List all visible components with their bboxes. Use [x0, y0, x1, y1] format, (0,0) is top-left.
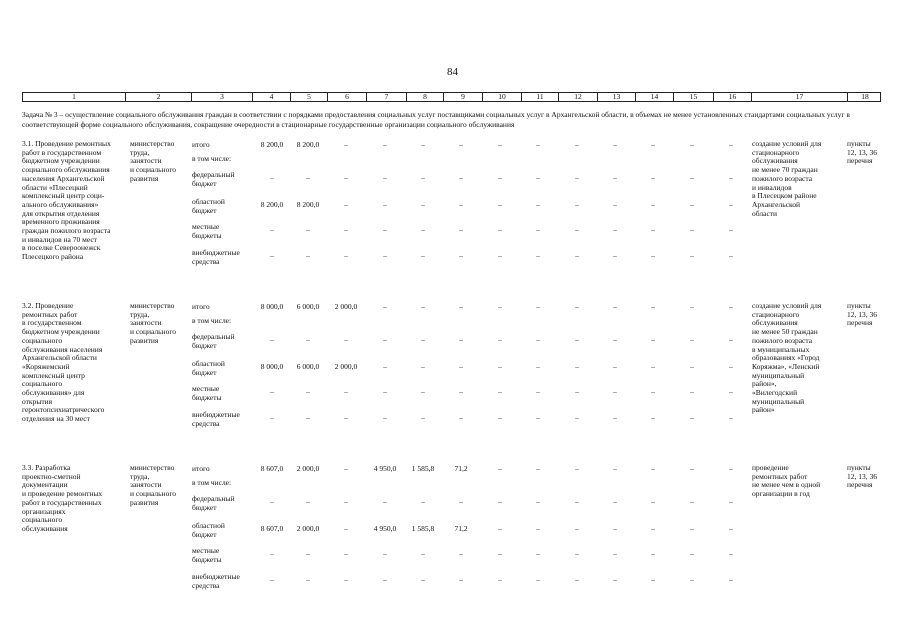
- funding-source-label: федеральный бюджет: [192, 494, 235, 512]
- funding-value: –: [344, 549, 348, 558]
- funding-value: –: [729, 362, 733, 371]
- funding-value: 2 000,0: [296, 464, 320, 473]
- funding-value: –: [536, 413, 540, 422]
- funding-value: –: [690, 497, 694, 506]
- funding-value: –: [421, 549, 425, 558]
- funding-value: 8 200,0: [260, 140, 284, 149]
- funding-value: –: [459, 362, 463, 371]
- funding-value: –: [613, 302, 617, 311]
- funding-value: –: [536, 575, 540, 584]
- funding-value: –: [383, 335, 387, 344]
- funding-value: –: [729, 173, 733, 182]
- funding-value: 6 000,0: [296, 362, 320, 371]
- header-col-16: 16: [713, 93, 751, 101]
- funding-value: –: [383, 549, 387, 558]
- funding-value: –: [536, 225, 540, 234]
- funding-value: –: [459, 549, 463, 558]
- funding-value: –: [498, 200, 502, 209]
- funding-value: –: [498, 251, 502, 260]
- funding-value: –: [729, 335, 733, 344]
- funding-value: –: [270, 335, 274, 344]
- funding-value: –: [383, 575, 387, 584]
- funding-value: –: [575, 302, 579, 311]
- funding-value: –: [690, 362, 694, 371]
- expected-result: проведение ремонтных работ не менее чем в одной организации в год: [752, 463, 821, 499]
- funding-value: –: [270, 387, 274, 396]
- header-col-5: 5: [290, 93, 327, 101]
- funding-value: –: [459, 387, 463, 396]
- funding-value: –: [270, 251, 274, 260]
- funding-source-label: областной бюджет: [192, 359, 225, 377]
- header-col-14: 14: [635, 93, 673, 101]
- funding-value: –: [536, 302, 540, 311]
- funding-value: –: [421, 200, 425, 209]
- funding-value: –: [383, 362, 387, 371]
- funding-value: –: [536, 200, 540, 209]
- funding-value: –: [729, 464, 733, 473]
- funding-value: –: [383, 173, 387, 182]
- funding-value: –: [651, 549, 655, 558]
- funding-value: –: [575, 200, 579, 209]
- funding-value: –: [421, 413, 425, 422]
- funding-value: –: [651, 251, 655, 260]
- funding-value: –: [344, 140, 348, 149]
- funding-value: –: [459, 335, 463, 344]
- funding-value: –: [344, 464, 348, 473]
- funding-value: –: [690, 335, 694, 344]
- funding-value: 1 585,8: [411, 464, 435, 473]
- funding-value: –: [306, 549, 310, 558]
- funding-value: –: [729, 251, 733, 260]
- funding-value: –: [344, 497, 348, 506]
- funding-value: –: [651, 140, 655, 149]
- funding-source-label: внебюджетные средства: [192, 572, 240, 590]
- funding-value: –: [613, 387, 617, 396]
- header-col-3: 3: [191, 93, 252, 101]
- funding-value: –: [306, 387, 310, 396]
- funding-value: –: [383, 140, 387, 149]
- funding-value: –: [651, 302, 655, 311]
- expected-result: создание условий для стационарного обслуживания не менее 50 граждан пожилого возраста в муниципальных образованиях «Город Коряжма», «Ленский муниципальный район», «Вилегодский муниципальный район»: [752, 301, 822, 415]
- funding-value: –: [575, 362, 579, 371]
- funding-value: –: [613, 225, 617, 234]
- funding-value: –: [459, 413, 463, 422]
- funding-value: –: [536, 335, 540, 344]
- funding-value: –: [575, 140, 579, 149]
- header-col-18: 18: [847, 93, 882, 101]
- funding-value: –: [421, 140, 425, 149]
- funding-source-label: итого: [192, 302, 210, 311]
- funding-value: –: [459, 497, 463, 506]
- header-col-7: 7: [366, 93, 406, 101]
- indicator-reference: пункты 12, 13, 36 перечня: [847, 301, 877, 328]
- funding-value: –: [383, 225, 387, 234]
- funding-source-label: внебюджетные средства: [192, 410, 240, 428]
- funding-value: –: [421, 575, 425, 584]
- funding-value: –: [498, 335, 502, 344]
- funding-value: –: [306, 575, 310, 584]
- funding-source-label: местные бюджеты: [192, 384, 222, 402]
- funding-value: –: [651, 497, 655, 506]
- header-col-6: 6: [327, 93, 366, 101]
- funding-value: –: [690, 173, 694, 182]
- funding-value: –: [575, 387, 579, 396]
- funding-value: –: [536, 464, 540, 473]
- funding-value: –: [498, 225, 502, 234]
- funding-value: –: [344, 575, 348, 584]
- funding-value: –: [498, 464, 502, 473]
- funding-source-label: в том числе:: [192, 154, 232, 163]
- expected-result: создание условий для стационарного обслуживания не менее 70 граждан пожилого возраста и инвалидов в Плесецком районе Архангельской области: [752, 139, 822, 218]
- funding-value: –: [729, 413, 733, 422]
- funding-value: –: [383, 413, 387, 422]
- header-col-12: 12: [558, 93, 597, 101]
- funding-value: –: [651, 387, 655, 396]
- funding-value: –: [613, 200, 617, 209]
- funding-value: 1 585,8: [411, 524, 435, 533]
- funding-source-label: областной бюджет: [192, 521, 225, 539]
- funding-value: –: [421, 497, 425, 506]
- header-col-1: 1: [72, 92, 76, 101]
- funding-value: –: [729, 302, 733, 311]
- funding-value: 4 950,0: [373, 464, 397, 473]
- funding-value: –: [383, 200, 387, 209]
- measure-name: 3.2. Проведение ремонтных работ в государственном бюджетном учреждении социального обслуживания населения Архангельской области «Коряжемский комплексный центр социального обслуживания» для открытия геронтопсихиатрического отделения на 30 мест: [22, 301, 105, 424]
- funding-value: 8 607,0: [260, 524, 284, 533]
- funding-value: –: [729, 200, 733, 209]
- funding-value: –: [344, 251, 348, 260]
- indicator-reference: пункты 12, 13, 36 перечня: [847, 139, 877, 166]
- funding-value: –: [690, 413, 694, 422]
- funding-value: –: [421, 302, 425, 311]
- funding-value: –: [651, 200, 655, 209]
- funding-value: –: [613, 549, 617, 558]
- funding-value: 2 000,0: [334, 302, 358, 311]
- page-number: 84: [447, 66, 458, 78]
- funding-value: –: [270, 225, 274, 234]
- funding-value: –: [270, 549, 274, 558]
- header-col-13: 13: [597, 93, 635, 101]
- funding-value: –: [613, 362, 617, 371]
- responsible-executor: министерство труда, занятости и социального развития: [130, 463, 176, 507]
- funding-value: –: [651, 362, 655, 371]
- funding-value: –: [459, 200, 463, 209]
- funding-value: 8 200,0: [296, 200, 320, 209]
- funding-value: –: [421, 335, 425, 344]
- funding-value: –: [651, 413, 655, 422]
- funding-value: –: [344, 524, 348, 533]
- funding-value: –: [729, 524, 733, 533]
- funding-value: –: [729, 387, 733, 396]
- funding-value: –: [536, 362, 540, 371]
- funding-value: –: [690, 575, 694, 584]
- funding-value: –: [575, 464, 579, 473]
- funding-value: –: [306, 335, 310, 344]
- funding-value: –: [498, 524, 502, 533]
- funding-value: –: [690, 524, 694, 533]
- funding-value: –: [306, 173, 310, 182]
- funding-value: –: [498, 497, 502, 506]
- funding-value: –: [575, 575, 579, 584]
- funding-value: 2 000,0: [334, 362, 358, 371]
- funding-value: –: [498, 302, 502, 311]
- funding-value: –: [498, 362, 502, 371]
- funding-value: –: [613, 575, 617, 584]
- funding-value: –: [690, 251, 694, 260]
- header-col-15: 15: [673, 93, 713, 101]
- funding-value: –: [270, 173, 274, 182]
- funding-value: –: [344, 225, 348, 234]
- funding-value: –: [613, 497, 617, 506]
- funding-value: 71,2: [454, 524, 468, 533]
- indicator-reference: пункты 12, 13, 36 перечня: [847, 463, 877, 490]
- funding-value: –: [344, 335, 348, 344]
- header-col-9: 9: [443, 93, 482, 101]
- funding-value: –: [690, 140, 694, 149]
- funding-value: –: [613, 173, 617, 182]
- funding-value: –: [651, 524, 655, 533]
- funding-value: 2 000,0: [296, 524, 320, 533]
- funding-value: –: [575, 549, 579, 558]
- funding-value: 8 000,0: [260, 362, 284, 371]
- funding-source-label: областной бюджет: [192, 197, 225, 215]
- funding-value: –: [306, 225, 310, 234]
- funding-value: –: [421, 225, 425, 234]
- funding-value: –: [498, 413, 502, 422]
- funding-value: –: [459, 575, 463, 584]
- funding-value: –: [383, 302, 387, 311]
- funding-value: –: [498, 173, 502, 182]
- header-col-2: 2: [125, 93, 191, 101]
- funding-value: –: [651, 575, 655, 584]
- funding-value: –: [729, 575, 733, 584]
- funding-value: –: [651, 335, 655, 344]
- funding-value: 8 000,0: [260, 302, 284, 311]
- funding-source-label: местные бюджеты: [192, 546, 222, 564]
- funding-value: –: [421, 362, 425, 371]
- funding-value: –: [498, 140, 502, 149]
- funding-source-label: федеральный бюджет: [192, 332, 235, 350]
- funding-value: –: [344, 387, 348, 396]
- funding-value: –: [344, 200, 348, 209]
- funding-value: –: [421, 387, 425, 396]
- funding-value: –: [536, 497, 540, 506]
- task-description: Задача № 3 – осуществление социального обслуживания граждан в соответствии с порядками предоставления социальных услуг поставщиками социальных услуг в Архангельской области, в объемах не менее установленных стандартами социальных услуг в соответствующей форме социального обслуживания, сокращение очередности в стационарные государственные организации социального обслуживания: [22, 110, 850, 129]
- funding-value: –: [459, 225, 463, 234]
- funding-value: –: [536, 251, 540, 260]
- funding-value: –: [575, 251, 579, 260]
- funding-value: –: [575, 335, 579, 344]
- funding-value: –: [498, 575, 502, 584]
- funding-value: –: [613, 335, 617, 344]
- funding-source-label: в том числе:: [192, 316, 232, 325]
- funding-value: –: [306, 497, 310, 506]
- funding-value: –: [575, 524, 579, 533]
- funding-value: –: [690, 464, 694, 473]
- funding-value: –: [270, 575, 274, 584]
- funding-value: –: [536, 549, 540, 558]
- header-col-10: 10: [482, 93, 521, 101]
- funding-source-label: в том числе:: [192, 478, 232, 487]
- funding-value: –: [613, 524, 617, 533]
- funding-value: –: [270, 497, 274, 506]
- funding-value: –: [459, 140, 463, 149]
- funding-value: –: [459, 251, 463, 260]
- funding-value: –: [690, 200, 694, 209]
- funding-value: 6 000,0: [296, 302, 320, 311]
- funding-value: –: [421, 251, 425, 260]
- funding-value: –: [613, 140, 617, 149]
- funding-value: –: [651, 464, 655, 473]
- header-col-4: 4: [252, 93, 290, 101]
- measure-name: 3.3. Разработка проектно-сметной документации и проведение ремонтных работ в государственных организациях социального обслуживания: [22, 463, 103, 533]
- responsible-executor: министерство труда, занятости и социального развития: [130, 139, 176, 183]
- funding-value: –: [306, 251, 310, 260]
- funding-value: –: [344, 173, 348, 182]
- funding-value: –: [729, 140, 733, 149]
- funding-value: –: [536, 173, 540, 182]
- funding-value: 8 607,0: [260, 464, 284, 473]
- funding-source-label: итого: [192, 464, 210, 473]
- funding-value: –: [536, 140, 540, 149]
- header-col-17: 17: [751, 93, 847, 101]
- funding-value: –: [729, 497, 733, 506]
- funding-value: –: [270, 413, 274, 422]
- header-col-8: 8: [406, 93, 443, 101]
- funding-value: –: [575, 497, 579, 506]
- funding-value: 8 200,0: [260, 200, 284, 209]
- funding-value: –: [536, 524, 540, 533]
- funding-value: –: [383, 497, 387, 506]
- funding-value: –: [690, 225, 694, 234]
- funding-value: –: [383, 251, 387, 260]
- funding-value: –: [613, 251, 617, 260]
- funding-value: –: [459, 302, 463, 311]
- funding-value: –: [690, 387, 694, 396]
- funding-source-label: местные бюджеты: [192, 222, 222, 240]
- funding-value: –: [575, 225, 579, 234]
- funding-value: –: [613, 464, 617, 473]
- funding-value: –: [690, 549, 694, 558]
- measure-name: 3.1. Проведение ремонтных работ в государственном бюджетном учреждении социального обслуживания населения Архангельской области «Плесецкий комплексный центр соци- ального обслуживания» для открытия отделения временного проживания граждан пожилого возраста и инвалидов на 70 мест в поселке Североонежск Плесецкого района: [22, 139, 111, 262]
- funding-value: –: [459, 173, 463, 182]
- funding-value: –: [690, 302, 694, 311]
- funding-value: 8 200,0: [296, 140, 320, 149]
- funding-value: –: [383, 387, 387, 396]
- funding-value: –: [729, 225, 733, 234]
- funding-value: –: [575, 173, 579, 182]
- responsible-executor: министерство труда, занятости и социального развития: [130, 301, 176, 345]
- funding-source-label: федеральный бюджет: [192, 170, 235, 188]
- funding-value: –: [575, 413, 579, 422]
- funding-value: –: [536, 387, 540, 396]
- funding-value: –: [651, 225, 655, 234]
- funding-value: –: [729, 549, 733, 558]
- funding-value: –: [498, 549, 502, 558]
- funding-value: –: [421, 173, 425, 182]
- column-number-header: [22, 92, 881, 102]
- funding-value: –: [306, 413, 310, 422]
- header-col-11: 11: [521, 93, 558, 101]
- funding-value: 71,2: [454, 464, 468, 473]
- funding-value: –: [344, 413, 348, 422]
- funding-value: –: [613, 413, 617, 422]
- funding-value: –: [651, 173, 655, 182]
- funding-value: 4 950,0: [373, 524, 397, 533]
- funding-source-label: внебюджетные средства: [192, 248, 240, 266]
- funding-source-label: итого: [192, 140, 210, 149]
- funding-value: –: [498, 387, 502, 396]
